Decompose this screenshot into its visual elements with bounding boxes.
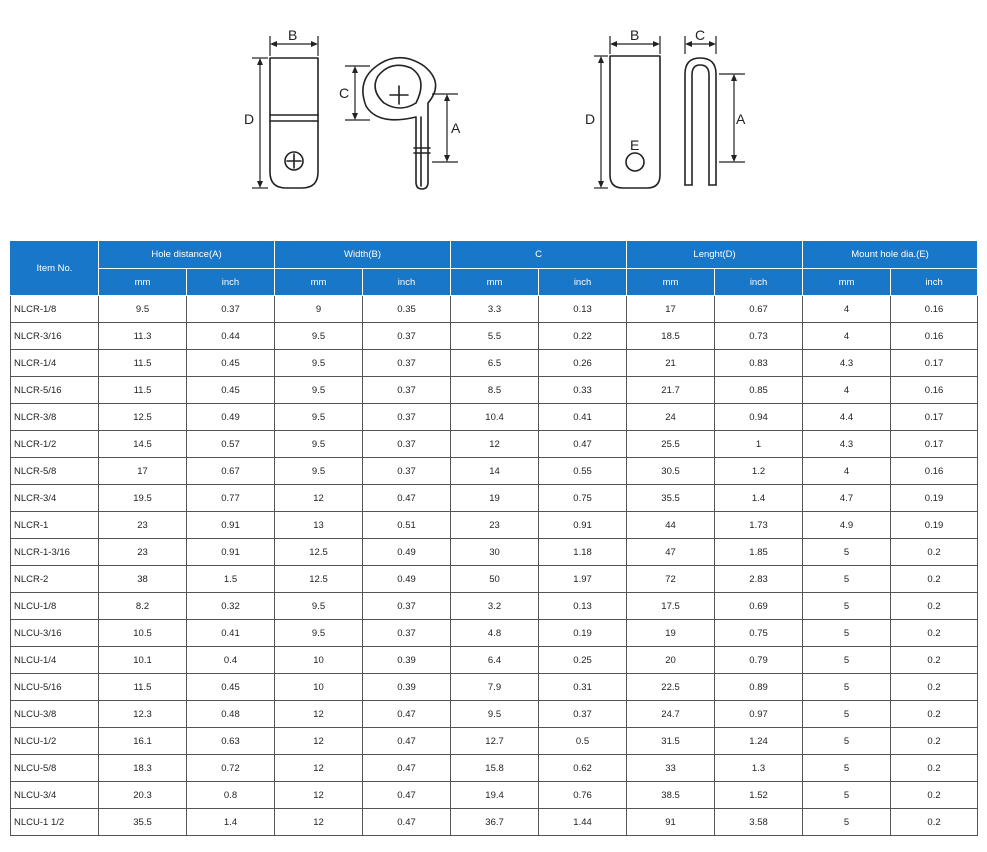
c-mm-cell: 23 xyxy=(451,512,539,539)
u-clamp-front-view xyxy=(610,56,660,188)
hole-distance-mm-cell: 23 xyxy=(99,539,187,566)
width-inch-cell: 0.37 xyxy=(363,431,451,458)
mount-hole-inch-cell: 0.16 xyxy=(891,377,978,404)
u-dim-a-label: A xyxy=(736,111,746,127)
mount-hole-inch-cell: 0.2 xyxy=(891,809,978,836)
hole-distance-inch-cell: 0.48 xyxy=(187,701,275,728)
width-inch-cell: 0.39 xyxy=(363,674,451,701)
hole-distance-mm-cell: 11.5 xyxy=(99,377,187,404)
c-mm-cell: 6.4 xyxy=(451,647,539,674)
mount-hole-inch-cell: 0.19 xyxy=(891,485,978,512)
unit-inch-header: inch xyxy=(539,269,627,296)
mount-hole-inch-cell: 0.17 xyxy=(891,431,978,458)
length-mm-cell: 33 xyxy=(627,755,715,782)
length-mm-cell: 24.7 xyxy=(627,701,715,728)
width-mm-cell: 12 xyxy=(275,782,363,809)
mount-hole-inch-cell: 0.16 xyxy=(891,296,978,323)
table-row xyxy=(11,512,978,539)
width-inch-cell: 0.47 xyxy=(363,782,451,809)
mount-hole-inch-cell: 0.2 xyxy=(891,674,978,701)
c-inch-cell: 0.37 xyxy=(539,701,627,728)
item-no-cell: NLCU-5/16 xyxy=(11,674,99,701)
length-inch-cell: 0.85 xyxy=(715,377,803,404)
hole-distance-mm-cell: 9.5 xyxy=(99,296,187,323)
c-inch-cell: 0.33 xyxy=(539,377,627,404)
c-mm-cell: 14 xyxy=(451,458,539,485)
length-mm-cell: 21 xyxy=(627,350,715,377)
item-no-cell: NLCU-5/8 xyxy=(11,755,99,782)
length-inch-cell: 0.69 xyxy=(715,593,803,620)
length-inch-cell: 0.89 xyxy=(715,674,803,701)
specification-table-body xyxy=(11,296,978,836)
item-no-header: Item No. xyxy=(11,241,99,296)
hole-distance-mm-cell: 10.1 xyxy=(99,647,187,674)
mount-hole-mm-cell: 5 xyxy=(803,782,891,809)
u-clamp-side-view xyxy=(685,58,716,185)
c-inch-cell: 0.75 xyxy=(539,485,627,512)
width-inch-cell: 0.47 xyxy=(363,701,451,728)
hole-distance-inch-cell: 0.45 xyxy=(187,350,275,377)
width-mm-cell: 13 xyxy=(275,512,363,539)
item-no-cell: NLCU-3/4 xyxy=(11,782,99,809)
item-no-cell: NLCR-5/16 xyxy=(11,377,99,404)
hole-distance-mm-cell: 16.1 xyxy=(99,728,187,755)
width-inch-cell: 0.37 xyxy=(363,350,451,377)
item-no-cell: NLCR-3/16 xyxy=(11,323,99,350)
width-inch-cell: 0.37 xyxy=(363,620,451,647)
unit-mm-header: mm xyxy=(275,269,363,296)
length-mm-cell: 31.5 xyxy=(627,728,715,755)
table-row xyxy=(11,809,978,836)
width-inch-cell: 0.35 xyxy=(363,296,451,323)
hole-distance-inch-cell: 0.77 xyxy=(187,485,275,512)
table-row xyxy=(11,701,978,728)
hole-distance-inch-cell: 0.63 xyxy=(187,728,275,755)
length-mm-cell: 91 xyxy=(627,809,715,836)
table-row xyxy=(11,431,978,458)
hole-distance-mm-cell: 11.5 xyxy=(99,674,187,701)
width-inch-cell: 0.37 xyxy=(363,404,451,431)
c-mm-cell: 12.7 xyxy=(451,728,539,755)
hole-distance-inch-cell: 0.91 xyxy=(187,512,275,539)
hole-distance-inch-cell: 0.8 xyxy=(187,782,275,809)
hole-distance-inch-cell: 0.4 xyxy=(187,647,275,674)
mount-hole-inch-cell: 0.2 xyxy=(891,620,978,647)
hole-distance-inch-cell: 0.44 xyxy=(187,323,275,350)
c-mm-cell: 36.7 xyxy=(451,809,539,836)
length-mm-cell: 18.5 xyxy=(627,323,715,350)
unit-inch-header: inch xyxy=(715,269,803,296)
c-inch-cell: 0.13 xyxy=(539,296,627,323)
table-row xyxy=(11,620,978,647)
c-inch-cell: 0.47 xyxy=(539,431,627,458)
u-dim-e-label: E xyxy=(630,137,640,153)
width-mm-cell: 12 xyxy=(275,755,363,782)
c-mm-cell: 9.5 xyxy=(451,701,539,728)
item-no-cell: NLCR-2 xyxy=(11,566,99,593)
c-mm-cell: 15.8 xyxy=(451,755,539,782)
length-mm-cell: 20 xyxy=(627,647,715,674)
unit-mm-header: mm xyxy=(451,269,539,296)
hole-distance-inch-cell: 1.4 xyxy=(187,809,275,836)
hole-distance-inch-cell: 0.45 xyxy=(187,377,275,404)
length-inch-cell: 1.2 xyxy=(715,458,803,485)
length-inch-cell: 0.75 xyxy=(715,620,803,647)
hole-distance-inch-cell: 0.32 xyxy=(187,593,275,620)
length-inch-cell: 1.24 xyxy=(715,728,803,755)
width-mm-cell: 9.5 xyxy=(275,323,363,350)
mount-hole-inch-cell: 0.2 xyxy=(891,539,978,566)
mount-hole-mm-cell: 5 xyxy=(803,620,891,647)
item-no-cell: NLCR-5/8 xyxy=(11,458,99,485)
hole-distance-mm-cell: 12.5 xyxy=(99,404,187,431)
r-dim-c-label: C xyxy=(339,85,350,101)
mount-hole-mm-cell: 4 xyxy=(803,458,891,485)
hole-distance-mm-cell: 12.3 xyxy=(99,701,187,728)
table-row xyxy=(11,674,978,701)
mount-hole-mm-cell: 4 xyxy=(803,377,891,404)
width-mm-cell: 12 xyxy=(275,485,363,512)
r-dim-a-label: A xyxy=(451,120,461,136)
table-row xyxy=(11,755,978,782)
c-mm-cell: 6.5 xyxy=(451,350,539,377)
c-inch-cell: 0.62 xyxy=(539,755,627,782)
width-inch-cell: 0.49 xyxy=(363,539,451,566)
length-mm-cell: 17 xyxy=(627,296,715,323)
c-inch-cell: 0.55 xyxy=(539,458,627,485)
width-inch-cell: 0.47 xyxy=(363,755,451,782)
u-dim-b-label: B xyxy=(630,27,640,43)
length-mm-cell: 22.5 xyxy=(627,674,715,701)
r-dim-d-label: D xyxy=(244,111,255,127)
length-inch-cell: 0.73 xyxy=(715,323,803,350)
hole-distance-mm-cell: 19.5 xyxy=(99,485,187,512)
item-no-cell: NLCU-1/4 xyxy=(11,647,99,674)
r-dim-b-label: B xyxy=(288,27,298,43)
item-no-cell: NLCR-1/4 xyxy=(11,350,99,377)
item-no-cell: NLCU-3/16 xyxy=(11,620,99,647)
width-mm-cell: 9.5 xyxy=(275,350,363,377)
mount-hole-mm-cell: 5 xyxy=(803,701,891,728)
mount-hole-inch-cell: 0.19 xyxy=(891,512,978,539)
c-mm-cell: 8.5 xyxy=(451,377,539,404)
mount-hole-mm-cell: 5 xyxy=(803,728,891,755)
unit-mm-header: mm xyxy=(627,269,715,296)
mount-hole-inch-cell: 0.2 xyxy=(891,566,978,593)
u-dim-d-label: D xyxy=(585,111,596,127)
c-inch-cell: 0.26 xyxy=(539,350,627,377)
hole-distance-inch-cell: 0.57 xyxy=(187,431,275,458)
width-mm-cell: 12.5 xyxy=(275,539,363,566)
c-inch-cell: 0.41 xyxy=(539,404,627,431)
length-inch-cell: 1 xyxy=(715,431,803,458)
table-row xyxy=(11,350,978,377)
table-row xyxy=(11,647,978,674)
c-mm-cell: 19 xyxy=(451,485,539,512)
r-clamp-front-view xyxy=(270,58,318,188)
c-inch-cell: 0.22 xyxy=(539,323,627,350)
mount-hole-mm-cell: 4.4 xyxy=(803,404,891,431)
mount-hole-inch-cell: 0.2 xyxy=(891,593,978,620)
length-inch-cell: 0.83 xyxy=(715,350,803,377)
c-mm-cell: 7.9 xyxy=(451,674,539,701)
length-mm-cell: 47 xyxy=(627,539,715,566)
width-mm-cell: 10 xyxy=(275,647,363,674)
mount-hole-inch-cell: 0.17 xyxy=(891,404,978,431)
mount-hole-inch-cell: 0.2 xyxy=(891,701,978,728)
clamp-dimension-diagram xyxy=(0,0,987,240)
c-inch-cell: 1.18 xyxy=(539,539,627,566)
mount-hole-inch-cell: 0.17 xyxy=(891,350,978,377)
table-row xyxy=(11,458,978,485)
table-row xyxy=(11,566,978,593)
length-inch-cell: 1.3 xyxy=(715,755,803,782)
hole-distance-inch-cell: 0.91 xyxy=(187,539,275,566)
width-mm-cell: 9 xyxy=(275,296,363,323)
mount-hole-mm-cell: 4.7 xyxy=(803,485,891,512)
mount-hole-inch-cell: 0.16 xyxy=(891,458,978,485)
length-inch-cell: 0.97 xyxy=(715,701,803,728)
c-inch-cell: 1.97 xyxy=(539,566,627,593)
c-inch-cell: 0.19 xyxy=(539,620,627,647)
table-row xyxy=(11,539,978,566)
c-mm-cell: 10.4 xyxy=(451,404,539,431)
unit-inch-header: inch xyxy=(891,269,978,296)
length-inch-cell: 0.79 xyxy=(715,647,803,674)
hole-distance-mm-cell: 18.3 xyxy=(99,755,187,782)
length-mm-cell: 44 xyxy=(627,512,715,539)
length-mm-cell: 30.5 xyxy=(627,458,715,485)
mount-hole-mm-cell: 5 xyxy=(803,593,891,620)
length-mm-cell: 72 xyxy=(627,566,715,593)
mount-hole-mm-cell: 4.9 xyxy=(803,512,891,539)
c-inch-cell: 0.5 xyxy=(539,728,627,755)
hole-distance-inch-cell: 0.45 xyxy=(187,674,275,701)
mount-hole-inch-cell: 0.2 xyxy=(891,782,978,809)
length-inch-cell: 1.4 xyxy=(715,485,803,512)
hole-distance-mm-cell: 35.5 xyxy=(99,809,187,836)
hole-distance-mm-cell: 23 xyxy=(99,512,187,539)
mount-hole-mm-cell: 4 xyxy=(803,296,891,323)
mount-hole-inch-cell: 0.2 xyxy=(891,755,978,782)
item-no-cell: NLCR-3/4 xyxy=(11,485,99,512)
width-inch-cell: 0.51 xyxy=(363,512,451,539)
table-row xyxy=(11,593,978,620)
length-mm-cell: 24 xyxy=(627,404,715,431)
table-row xyxy=(11,728,978,755)
hole-distance-mm-cell: 38 xyxy=(99,566,187,593)
hole-distance-mm-cell: 20.3 xyxy=(99,782,187,809)
c-mm-cell: 19.4 xyxy=(451,782,539,809)
item-no-cell: NLCR-1 xyxy=(11,512,99,539)
width-inch-cell: 0.37 xyxy=(363,593,451,620)
table-row xyxy=(11,782,978,809)
c-inch-cell: 0.13 xyxy=(539,593,627,620)
width-mm-cell: 9.5 xyxy=(275,593,363,620)
mount-hole-mm-cell: 5 xyxy=(803,809,891,836)
length-header: Lenght(D) xyxy=(627,241,803,269)
hole-distance-header: Hole distance(A) xyxy=(99,241,275,269)
mount-hole-mm-cell: 5 xyxy=(803,674,891,701)
width-mm-cell: 12.5 xyxy=(275,566,363,593)
hole-distance-inch-cell: 0.49 xyxy=(187,404,275,431)
hole-distance-inch-cell: 1.5 xyxy=(187,566,275,593)
length-inch-cell: 2.83 xyxy=(715,566,803,593)
width-inch-cell: 0.37 xyxy=(363,458,451,485)
hole-distance-inch-cell: 0.41 xyxy=(187,620,275,647)
c-inch-cell: 0.91 xyxy=(539,512,627,539)
c-inch-cell: 0.76 xyxy=(539,782,627,809)
table-row xyxy=(11,404,978,431)
hole-distance-mm-cell: 14.5 xyxy=(99,431,187,458)
length-inch-cell: 1.85 xyxy=(715,539,803,566)
length-mm-cell: 25.5 xyxy=(627,431,715,458)
mount-hole-header: Mount hole dia.(E) xyxy=(803,241,978,269)
width-mm-cell: 10 xyxy=(275,674,363,701)
item-no-cell: NLCR-1-3/16 xyxy=(11,539,99,566)
mount-hole-mm-cell: 4 xyxy=(803,323,891,350)
length-inch-cell: 1.52 xyxy=(715,782,803,809)
c-mm-cell: 12 xyxy=(451,431,539,458)
length-mm-cell: 17.5 xyxy=(627,593,715,620)
c-inch-cell: 1.44 xyxy=(539,809,627,836)
width-inch-cell: 0.49 xyxy=(363,566,451,593)
c-mm-cell: 30 xyxy=(451,539,539,566)
width-mm-cell: 9.5 xyxy=(275,458,363,485)
mount-hole-mm-cell: 4.3 xyxy=(803,431,891,458)
mount-hole-inch-cell: 0.16 xyxy=(891,323,978,350)
mount-hole-mm-cell: 5 xyxy=(803,755,891,782)
width-inch-cell: 0.47 xyxy=(363,485,451,512)
c-mm-cell: 50 xyxy=(451,566,539,593)
mount-hole-inch-cell: 0.2 xyxy=(891,647,978,674)
hole-distance-inch-cell: 0.72 xyxy=(187,755,275,782)
unit-inch-header: inch xyxy=(363,269,451,296)
mount-hole-mm-cell: 5 xyxy=(803,647,891,674)
item-no-cell: NLCU-1/2 xyxy=(11,728,99,755)
hole-distance-inch-cell: 0.37 xyxy=(187,296,275,323)
specification-table xyxy=(10,240,978,836)
length-mm-cell: 21.7 xyxy=(627,377,715,404)
unit-inch-header: inch xyxy=(187,269,275,296)
mount-hole-mm-cell: 4.3 xyxy=(803,350,891,377)
width-inch-cell: 0.37 xyxy=(363,323,451,350)
length-inch-cell: 0.67 xyxy=(715,296,803,323)
unit-mm-header: mm xyxy=(803,269,891,296)
width-mm-cell: 9.5 xyxy=(275,377,363,404)
width-inch-cell: 0.47 xyxy=(363,809,451,836)
c-inch-cell: 0.25 xyxy=(539,647,627,674)
length-inch-cell: 3.58 xyxy=(715,809,803,836)
u-dim-c-label: C xyxy=(695,27,706,43)
mount-hole-inch-cell: 0.2 xyxy=(891,728,978,755)
width-mm-cell: 9.5 xyxy=(275,404,363,431)
table-row xyxy=(11,377,978,404)
hole-distance-mm-cell: 10.5 xyxy=(99,620,187,647)
c-inch-cell: 0.31 xyxy=(539,674,627,701)
table-row xyxy=(11,485,978,512)
width-inch-cell: 0.47 xyxy=(363,728,451,755)
item-no-cell: NLCR-1/2 xyxy=(11,431,99,458)
c-header: C xyxy=(451,241,627,269)
hole-distance-mm-cell: 17 xyxy=(99,458,187,485)
c-mm-cell: 3.2 xyxy=(451,593,539,620)
width-mm-cell: 12 xyxy=(275,809,363,836)
length-inch-cell: 0.94 xyxy=(715,404,803,431)
width-header: Width(B) xyxy=(275,241,451,269)
hole-distance-mm-cell: 11.5 xyxy=(99,350,187,377)
width-mm-cell: 9.5 xyxy=(275,431,363,458)
hole-distance-inch-cell: 0.67 xyxy=(187,458,275,485)
mount-hole-mm-cell: 5 xyxy=(803,539,891,566)
c-mm-cell: 5.5 xyxy=(451,323,539,350)
hole-distance-mm-cell: 8.2 xyxy=(99,593,187,620)
mount-hole-mm-cell: 5 xyxy=(803,566,891,593)
length-mm-cell: 19 xyxy=(627,620,715,647)
width-inch-cell: 0.39 xyxy=(363,647,451,674)
length-inch-cell: 1.73 xyxy=(715,512,803,539)
item-no-cell: NLCR-3/8 xyxy=(11,404,99,431)
length-mm-cell: 38.5 xyxy=(627,782,715,809)
item-no-cell: NLCU-3/8 xyxy=(11,701,99,728)
item-no-cell: NLCU-1/8 xyxy=(11,593,99,620)
unit-mm-header: mm xyxy=(99,269,187,296)
width-inch-cell: 0.37 xyxy=(363,377,451,404)
table-row xyxy=(11,296,978,323)
item-no-cell: NLCR-1/8 xyxy=(11,296,99,323)
r-clamp-side-view xyxy=(363,58,436,189)
width-mm-cell: 12 xyxy=(275,701,363,728)
hole-distance-mm-cell: 11.3 xyxy=(99,323,187,350)
item-no-cell: NLCU-1 1/2 xyxy=(11,809,99,836)
c-mm-cell: 4.8 xyxy=(451,620,539,647)
length-mm-cell: 35.5 xyxy=(627,485,715,512)
table-row xyxy=(11,323,978,350)
c-mm-cell: 3.3 xyxy=(451,296,539,323)
width-mm-cell: 9.5 xyxy=(275,620,363,647)
width-mm-cell: 12 xyxy=(275,728,363,755)
